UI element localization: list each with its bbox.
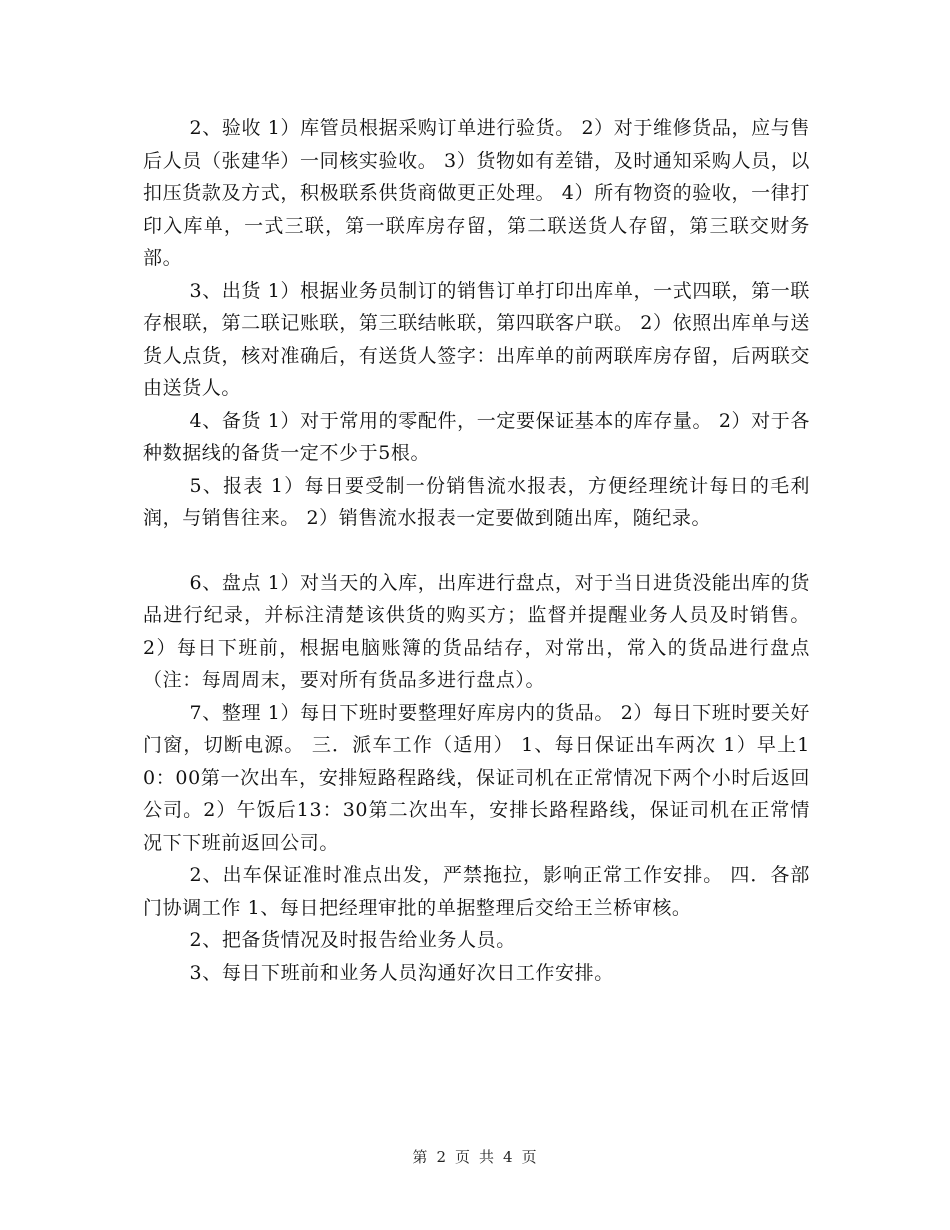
paragraph-stocking: 4、备货 1）对于常用的零配件，一定要保证基本的库存量。 2）对于各种数据线的备货一定不少于5根。 <box>143 409 810 464</box>
total-label: 共 <box>479 1148 496 1166</box>
paragraph-acceptance: 2、验收 1）库管员根据采购订单进行验货。 2）对于维修货品，应与售后人员（张建华）一同核实验收。 3）货物如有差错，及时通知采购人员，以扣压货款及方式，积极联系供货商做更正处理。 4）所有物资的验收，一律打印入库单，一式三联，第一联库房存留，第二联送货人存留，第三联交财务部。 <box>143 117 810 269</box>
paragraph-reports: 5、报表 1）每日要受制一份销售流水报表，方便经理统计每日的毛利润，与销售往来。 2）销售流水报表一定要做到随出库，随纪录。 <box>143 474 810 529</box>
paragraph-next-day-plan: 3、每日下班前和业务人员沟通好次日工作安排。 <box>189 961 614 984</box>
page-label-suffix: 页 <box>521 1148 538 1166</box>
document-body <box>143 112 810 989</box>
total-pages-number: 4 <box>503 1148 514 1166</box>
page-footer <box>0 1146 950 1167</box>
page-label-prefix: 第 <box>412 1148 429 1166</box>
paragraph-organizing: 7、整理 1）每日下班时要整理好库房内的货品。 2）每日下班时要关好门窗，切断电源。 三．派车工作（适用） 1、每日保证出车两次 1）早上10：00第一次出车，安排短路程路线，保证司机在正常情况下两个小时后返回公司。2）午饭后13：30第二次出车，安排长路程路线，保证司机在正常情况下下班前返回公司。 <box>143 701 810 854</box>
paragraph-vehicle-dispatch: 2、出车保证准时准点出发，严禁拖拉，影响正常工作安排。 四．各部门协调工作 1、每日把经理审批的单据整理后交给王兰桥审核。 <box>143 864 810 919</box>
paragraph-shipping: 3、出货 1）根据业务员制订的销售订单打印出库单，一式四联，第一联存根联，第二联记账联，第三联结帐联，第四联客户联。 2）依照出库单与送货人点货，核对准确后，有送货人签字：出库单的前两联库房存留，后两联交由送货人。 <box>143 279 810 399</box>
page-label-mid: 页 <box>454 1148 471 1166</box>
paragraph-report-stock: 2、把备货情况及时报告给业务人员。 <box>189 929 516 951</box>
current-page-number: 2 <box>436 1148 447 1166</box>
paragraph-inventory-check: 6、盘点 1）对当天的入库，出库进行盘点，对于当日进货没能出库的货品进行纪录，并标注清楚该供货的购买方；监督并提醒业务人员及时销售。 2）每日下班前，根据电脑账簿的货品结存，对常出，常入的货品进行盘点（注：每周周末，要对所有货品多进行盘点）。 <box>143 571 810 691</box>
